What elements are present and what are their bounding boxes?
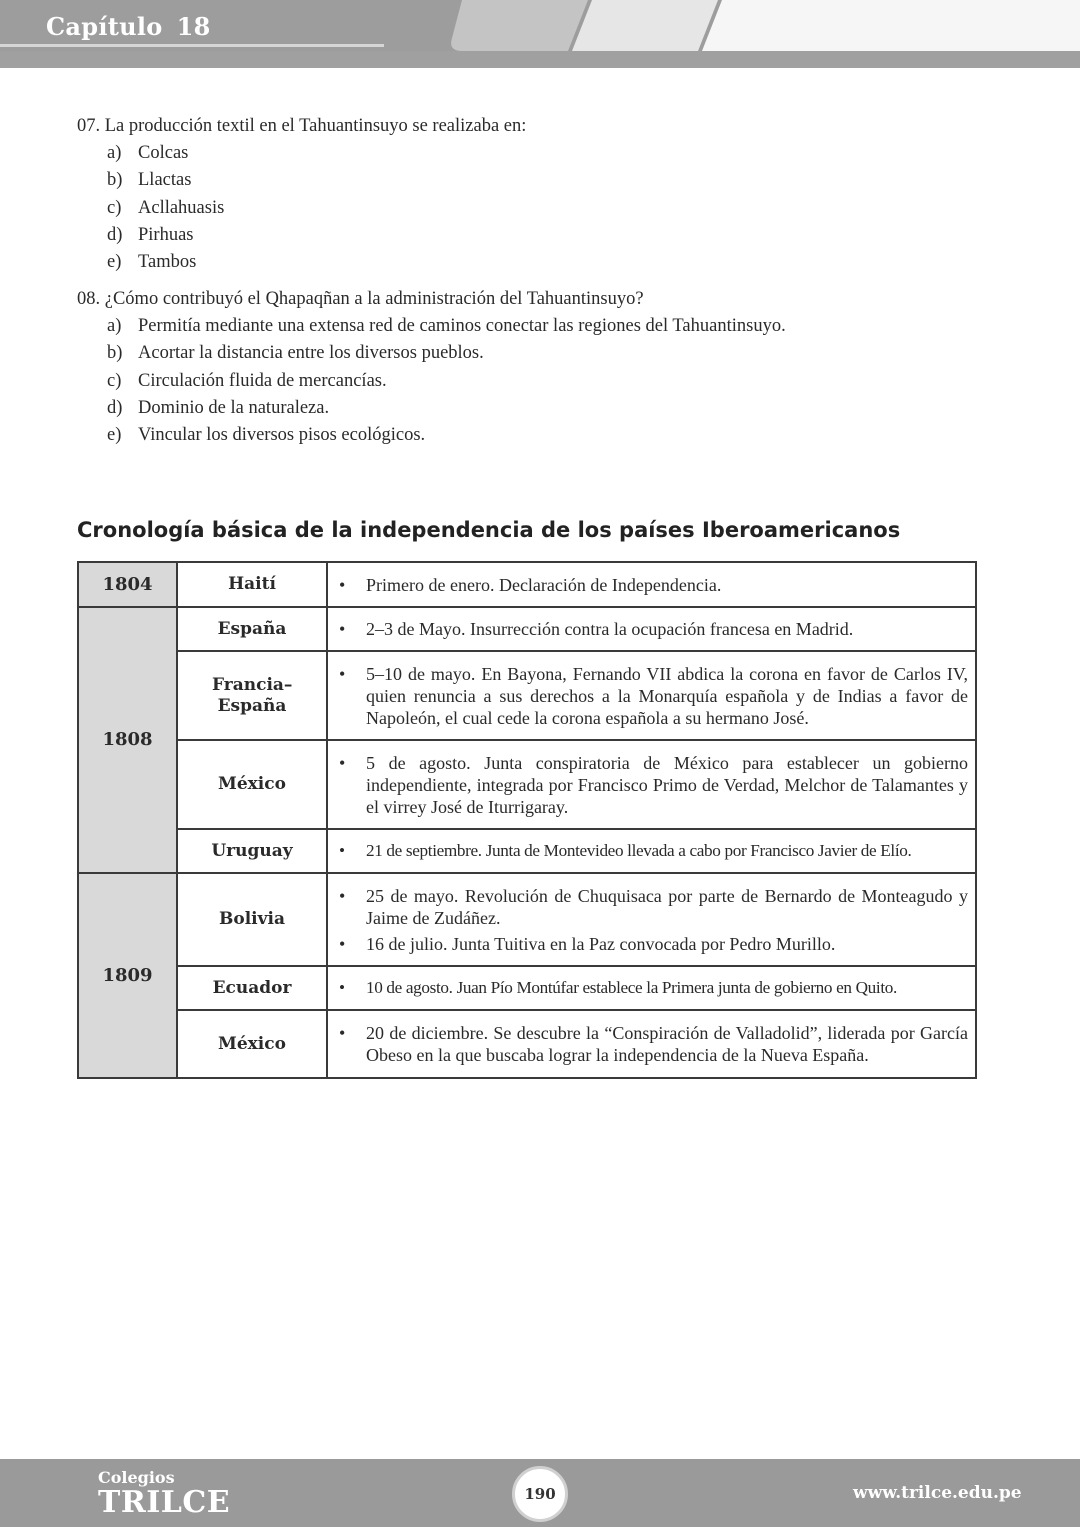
option bbox=[107, 422, 786, 449]
option-text: Llactas bbox=[138, 170, 192, 191]
events-cell bbox=[327, 651, 976, 740]
event-item: • 10 de agosto. Juan Pío Montúfar establece la Primera junta de gobierno en Quito. bbox=[336, 977, 968, 999]
option-letter: b) bbox=[107, 170, 123, 191]
option-text: Tambos bbox=[138, 252, 197, 273]
option-text: Dominio de la naturaleza. bbox=[138, 397, 330, 418]
option-letter: c) bbox=[107, 370, 122, 391]
option-letter: e) bbox=[107, 425, 122, 446]
chapter-number: 18 bbox=[176, 12, 211, 41]
table-row bbox=[78, 562, 976, 607]
option bbox=[107, 395, 786, 422]
year-cell: 1804 bbox=[78, 562, 177, 607]
option bbox=[107, 313, 786, 340]
option bbox=[107, 340, 786, 367]
question-stem: 07. La producción textil en el Tahuantinsuyo se realizaba en: bbox=[77, 116, 527, 136]
table-row bbox=[78, 651, 976, 740]
option bbox=[107, 249, 526, 276]
option-text: Permitía mediante una extensa red de caminos conectar las regiones del Tahuantinsuyo. bbox=[138, 316, 786, 337]
page-header bbox=[0, 0, 1080, 68]
events-cell bbox=[327, 740, 976, 829]
events-cell bbox=[327, 829, 976, 873]
option-text: Colcas bbox=[138, 143, 189, 164]
events-cell bbox=[327, 966, 976, 1010]
events-cell bbox=[327, 873, 976, 966]
question-stem: 08. ¿Cómo contribuyó el Qhapaqñan a la administración del Tahuantinsuyo? bbox=[77, 289, 644, 309]
option-letter: d) bbox=[107, 224, 123, 245]
option-text: Acortar la distancia entre los diversos pueblos. bbox=[138, 343, 484, 364]
page-number: 190 bbox=[524, 1485, 556, 1503]
country-cell: México bbox=[177, 1010, 327, 1078]
section-title: Cronología básica de la independencia de los países Iberoamericanos bbox=[77, 518, 901, 542]
options-list bbox=[77, 313, 786, 449]
option bbox=[107, 167, 526, 194]
country-cell: México bbox=[177, 740, 327, 829]
website-link[interactable]: www.trilce.edu.pe bbox=[853, 1483, 1022, 1503]
year-cell: 1809 bbox=[78, 873, 177, 1078]
country-cell: Bolivia bbox=[177, 873, 327, 966]
option-text: Circulación fluida de mercancías. bbox=[138, 370, 387, 391]
event-item: • 5–10 de mayo. En Bayona, Fernando VII abdica la corona en favor de Carlos IV, quien renuncia a sus derechos a la Monarquía española y de Indias a favor de Napoleón, el cual cede la corona española a su hermano José. bbox=[336, 663, 968, 729]
event-item: • Primero de enero. Declaración de Independencia. bbox=[336, 574, 968, 596]
option-letter: a) bbox=[107, 143, 122, 164]
option-letter: c) bbox=[107, 197, 122, 218]
table-row bbox=[78, 1010, 976, 1078]
options-list bbox=[77, 140, 526, 276]
events-cell bbox=[327, 562, 976, 607]
brand-name: TRILCE bbox=[98, 1485, 231, 1520]
option bbox=[107, 222, 526, 249]
event-item: • 20 de diciembre. Se descubre la “Conspiración de Valladolid”, liderada por García Obeso en la que buscaba lograr la independencia de la Nueva España. bbox=[336, 1022, 968, 1066]
table-row bbox=[78, 873, 976, 966]
country-cell: Haití bbox=[177, 562, 327, 607]
event-item: • 5 de agosto. Junta conspiratoria de México para establecer un gobierno independiente, integrada por Francisco Primo de Verdad, Melchor de Talamantes y el virrey José de Iturrigaray. bbox=[336, 752, 968, 818]
event-item: • 16 de julio. Junta Tuitiva en la Paz convocada por Pedro Murillo. bbox=[336, 933, 968, 955]
event-item: • 2–3 de Mayo. Insurrección contra la ocupación francesa en Madrid. bbox=[336, 618, 968, 640]
option-text: Acllahuasis bbox=[138, 197, 225, 218]
events-cell bbox=[327, 1010, 976, 1078]
events-cell bbox=[327, 607, 976, 651]
country-cell bbox=[177, 651, 327, 740]
page-number-badge bbox=[512, 1466, 568, 1522]
brand-small-text: Colegios bbox=[98, 1468, 175, 1487]
chapter-title bbox=[46, 12, 211, 41]
country-cell: Uruguay bbox=[177, 829, 327, 873]
country-name: Francia–España bbox=[212, 674, 293, 716]
brand-logo bbox=[98, 1469, 230, 1519]
event-item: • 21 de septiembre. Junta de Montevideo llevada a cabo por Francisco Javier de Elío. bbox=[336, 840, 968, 862]
country-cell: Ecuador bbox=[177, 966, 327, 1010]
option-letter: a) bbox=[107, 316, 122, 337]
table-row bbox=[78, 740, 976, 829]
chapter-label: Capítulo bbox=[46, 12, 163, 41]
table-row bbox=[78, 966, 976, 1010]
question-08 bbox=[77, 286, 786, 449]
country-cell: España bbox=[177, 607, 327, 651]
option-letter: e) bbox=[107, 252, 122, 273]
option bbox=[107, 195, 526, 222]
option-text: Pirhuas bbox=[138, 224, 194, 245]
event-item: • 25 de mayo. Revolución de Chuquisaca por parte de Bernardo de Monteagudo y Jaime de Zudáñez. bbox=[336, 885, 968, 929]
chronology-table bbox=[77, 561, 977, 1079]
option-text: Vincular los diversos pisos ecológicos. bbox=[138, 425, 426, 446]
option-letter: d) bbox=[107, 397, 123, 418]
question-07 bbox=[77, 113, 526, 276]
option bbox=[107, 368, 786, 395]
year-cell: 1808 bbox=[78, 607, 177, 873]
table-row bbox=[78, 607, 976, 651]
table-row bbox=[78, 829, 976, 873]
option-letter: b) bbox=[107, 343, 123, 364]
option bbox=[107, 140, 526, 167]
